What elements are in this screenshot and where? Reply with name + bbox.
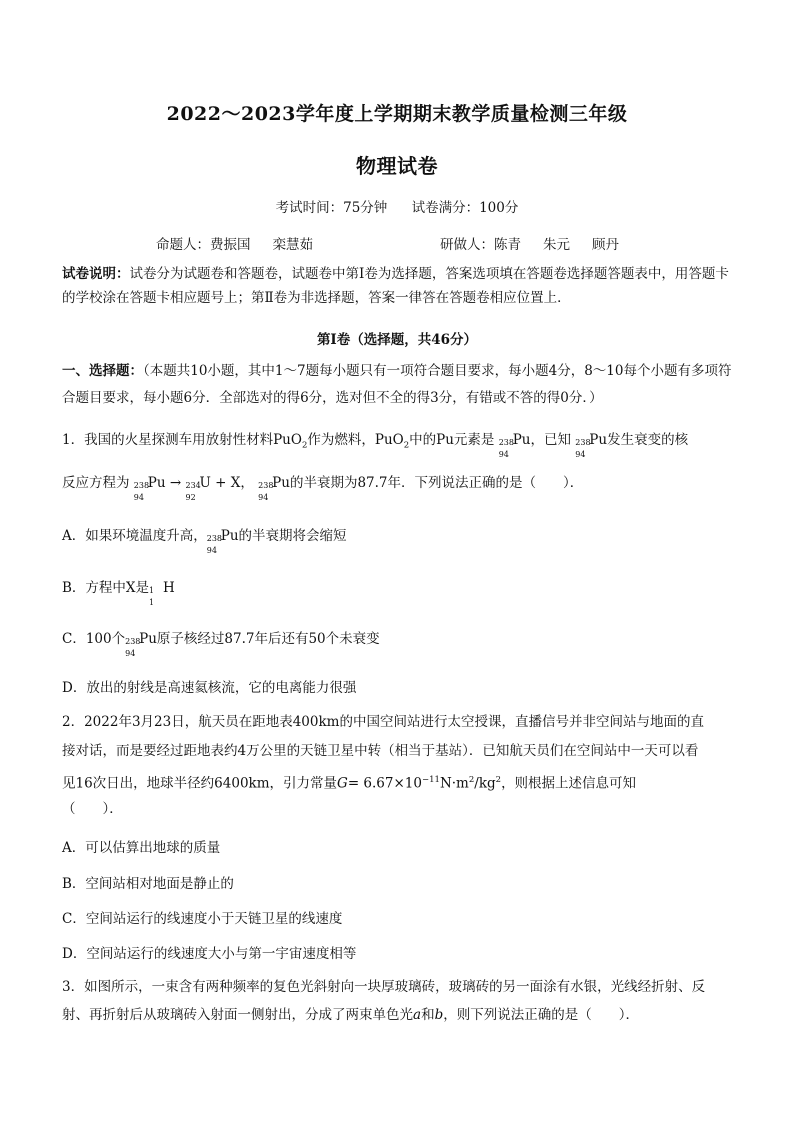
exam-title: 2022～2023学年度上学期期末教学质量检测三年级 bbox=[166, 103, 628, 125]
mass-number: 238 bbox=[125, 637, 141, 646]
mass-number: 238 bbox=[498, 438, 514, 447]
q3-line1: 3．如图所示，一束含有两种频率的复色光斜射向一块厚玻璃砖，玻璃砖的另一面涂有水银，光线经折射、反 bbox=[62, 979, 706, 995]
q3-line2 bbox=[62, 1002, 732, 1029]
reviewers bbox=[440, 233, 619, 253]
q2-line2: 接对话，而是要经过距地表约4万公里的天链卫星中转（相当于基站）．已知航天员们在空间站中一天可以看 bbox=[62, 743, 699, 759]
q1-option-d: D．放出的射线是高速氦核流，它的电离能力很强 bbox=[62, 680, 357, 696]
instructions-label: 试卷说明： bbox=[62, 266, 130, 282]
q3-var-b: b bbox=[434, 1007, 444, 1023]
mass-number: 1 bbox=[149, 586, 155, 595]
mass-number: 238 bbox=[133, 481, 150, 490]
section-label: 一、选择题： bbox=[62, 363, 143, 379]
section-heading: 第Ⅰ卷（选择题，共46分） bbox=[316, 332, 478, 348]
mass-number: 238 bbox=[258, 481, 274, 490]
q1-text-f: 反应方程为 bbox=[62, 475, 130, 491]
q3-text-a: 射、再折射后从玻璃砖入射面一侧射出，分成了两束单色光 bbox=[62, 1007, 413, 1023]
q1-text-e: Pu发生衰变的核 bbox=[589, 432, 689, 448]
q2-exponent: −11 bbox=[421, 775, 440, 785]
q2-sq2: 2 bbox=[495, 775, 502, 785]
q3-var-a: a bbox=[413, 1007, 422, 1023]
section-text: （本题共10小题，其中1～7题每小题只有一项符合题目要求，每小题4分，8～10每个小题有多项符合题目要求，每小题6分．全部选对的得6分，选对但不全的得3分，有错或不答的得0分．） bbox=[62, 363, 732, 406]
q2-option-a: A．可以估算出地球的质量 bbox=[62, 840, 221, 856]
q2-text-c: N·m bbox=[439, 775, 469, 792]
atomic-number: 94 bbox=[206, 546, 217, 555]
q1-line2 bbox=[62, 470, 732, 502]
q2-option-c: C．空间站运行的线速度小于天链卫星的线速度 bbox=[62, 911, 343, 927]
atomic-number: 1 bbox=[149, 598, 155, 607]
reviewer-2: 朱元 bbox=[543, 237, 570, 253]
q2-line4: （ ）． bbox=[62, 801, 123, 817]
reviewer-1: 研做人：陈青 bbox=[440, 237, 521, 253]
q3-text-c: ，则下列说法正确的是（ ）． bbox=[443, 1007, 639, 1023]
q1-text-i: Pu的半衰期为87.7年．下列说法正确的是（ ）． bbox=[272, 475, 584, 491]
q2-line1: 2．2022年3月23日，航天员在距地表400km的中国空间站进行太空授课，直播信号并非空间站与地面的直 bbox=[62, 714, 704, 730]
q1-line1 bbox=[62, 427, 732, 460]
subject-title: 物理试卷 bbox=[356, 154, 438, 178]
mass-number: 238 bbox=[206, 534, 223, 543]
instructions bbox=[62, 262, 732, 310]
full-score: 试卷满分：100分 bbox=[411, 200, 519, 216]
atomic-number: 92 bbox=[185, 493, 196, 502]
mass-number: 238 bbox=[575, 438, 591, 447]
q1-opt-b-text: B．方程中X是 bbox=[62, 580, 150, 596]
exam-time: 考试时间：75分钟 bbox=[275, 200, 388, 216]
q1-text-g: Pu → bbox=[147, 475, 182, 491]
q1-opt-c-text: C．100个 bbox=[62, 631, 126, 647]
q2-g-symbol: G bbox=[337, 775, 348, 792]
atomic-number: 94 bbox=[498, 450, 509, 459]
mass-number: 234 bbox=[185, 481, 201, 490]
reviewer-3: 顾丹 bbox=[592, 237, 619, 253]
q1-text-a: 1．我国的火星探测车用放射性材料PuO bbox=[62, 432, 302, 448]
atomic-number: 94 bbox=[258, 493, 269, 502]
q2-line3 bbox=[62, 767, 732, 798]
q2-option-d: D．空间站运行的线速度大小与第一宇宙速度相等 bbox=[62, 946, 357, 962]
q1-sub: 2 bbox=[403, 440, 410, 451]
q1-option-c bbox=[62, 627, 380, 658]
q3-text-b: 和 bbox=[421, 1007, 435, 1023]
atomic-number: 94 bbox=[133, 493, 144, 502]
q1-text-c: 中的Pu元素是 bbox=[409, 432, 495, 448]
q2-sq: 2 bbox=[468, 775, 475, 785]
q1-opt-b-symbol: H bbox=[163, 580, 175, 596]
q1-opt-a-text: A．如果环境温度升高， bbox=[62, 528, 207, 544]
section-instructions bbox=[62, 358, 732, 412]
q2-text-b: = 6.67×10 bbox=[347, 775, 422, 792]
instructions-text: 试卷分为试题卷和答题卷，试题卷中第Ⅰ卷为选择题，答案选项填在答题卷选择题答题表中，用答题卡的学校涂在答题卡相应题号上；第Ⅱ卷为非选择题，答案一律答在答题卷相应位置上． bbox=[62, 266, 729, 306]
q2-text-a: 见16次日出，地球半径约6400km，引力常量 bbox=[62, 775, 338, 792]
q1-text-h: U + X， bbox=[199, 475, 254, 491]
q1-text-b: 作为燃料，PuO bbox=[307, 432, 404, 448]
setters bbox=[156, 233, 313, 253]
q2-text-e: ，则根据上述信息可知 bbox=[501, 775, 637, 792]
q1-option-b bbox=[62, 576, 175, 607]
exam-info bbox=[0, 196, 794, 216]
q2-option-b: B．空间站相对地面是静止的 bbox=[62, 876, 234, 892]
q1-text-d: Pu，已知 bbox=[512, 432, 571, 448]
atomic-number: 94 bbox=[125, 649, 136, 658]
setter-2: 栾慧茹 bbox=[272, 237, 313, 253]
setter-1: 命题人：费振国 bbox=[156, 237, 251, 253]
atomic-number: 94 bbox=[575, 450, 586, 459]
q1-sub: 2 bbox=[301, 440, 308, 451]
q1-option-a bbox=[62, 524, 347, 555]
q2-text-d: /kg bbox=[474, 775, 496, 792]
q1-opt-c-text-2: Pu原子核经过87.7年后还有50个未衰变 bbox=[139, 631, 380, 647]
q1-opt-a-text-2: Pu的半衰期将会缩短 bbox=[220, 528, 347, 544]
